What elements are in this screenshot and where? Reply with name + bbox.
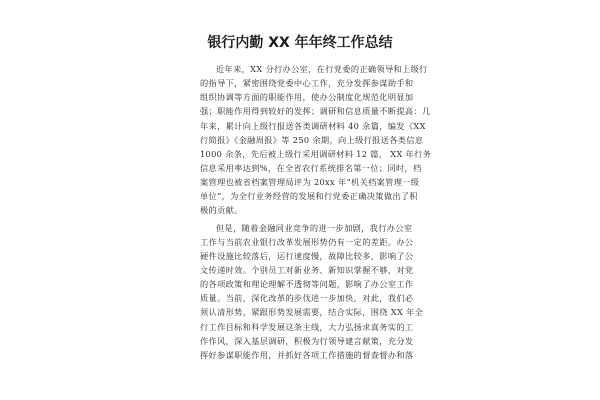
paragraph-line: 组织协调等方面的职能作用，使办公制度化规范化明显加 [200,92,414,103]
paragraph-line: 质量。当前，深化改革的步伐进一步加快，对此，我们必 [200,293,414,304]
paragraph-line: 文传递时效。个别员工对新业务、新知识掌握不够，对党 [200,264,414,275]
paragraph-line: 须认清形势，紧跟形势发展需要，结合实际，围绕 XX 年全 [200,307,424,318]
paragraph-line: 单位”，为全行业务经营的发展和行党委正确决策做出了积 [200,191,418,202]
paragraph-line: 近年来，XX 分行办公室，在行党委的正确领导和上级行 [216,64,428,74]
paragraph-line: 工作与当前农业银行改革发展形势仍有一定的差距。办公 [200,236,414,247]
paragraph-line: 信息采用率达到%，在全省农行系统排名第一位；同时，档 [200,162,422,173]
document-title: 银行内勤 XX 年年终工作总结 [207,35,393,51]
paragraph-line: 硬件设施比较落后，运行速度慢，故障比较多，影响了公 [200,250,414,261]
paragraph [200,62,432,218]
paragraph-line: 强；职能作用得到较好的发挥；调研和信息质量不断提高：几 [200,106,431,117]
paragraph-line: 的各项政策和理论理解不透彻等问题，影响了办公室工作 [200,279,414,290]
paragraph-line: 的指导下，紧密围绕党委中心工作，充分发挥参谋助手和 [200,78,414,89]
paragraph [200,221,424,362]
paragraph-line: 挥好参谋职能作用，并抓好各项工作措施的督查督办和落 [200,349,414,360]
paragraph-line: 行工作目标和科学发展这条主线，大力弘扬求真务实的工 [200,321,414,332]
paragraph-line: 案管理也被省档案管理局评为 20xx 年“机关档案管理一级 [200,177,420,188]
paragraph-line: 作作风，深入基层调研，积极为行领导建言献策，充分发 [200,335,414,346]
paragraph-line: 1000 余条，先后被上级行采用调研材料 12 篇， XX 年行务 [200,148,432,159]
document-body [200,62,432,362]
paragraph-line: 年来，累计向上级行报送各类调研材料 40 余篇，编发《XX [200,120,426,131]
paragraph-line: 极的贡献。 [200,205,243,216]
paragraph-line: 行简报》《金融周报》等 250 余期，向上级行报送各类信息 [200,134,424,145]
paragraph-line: 但是，随着金融同业竞争的进一步加剧，我行办公室 [216,222,413,233]
